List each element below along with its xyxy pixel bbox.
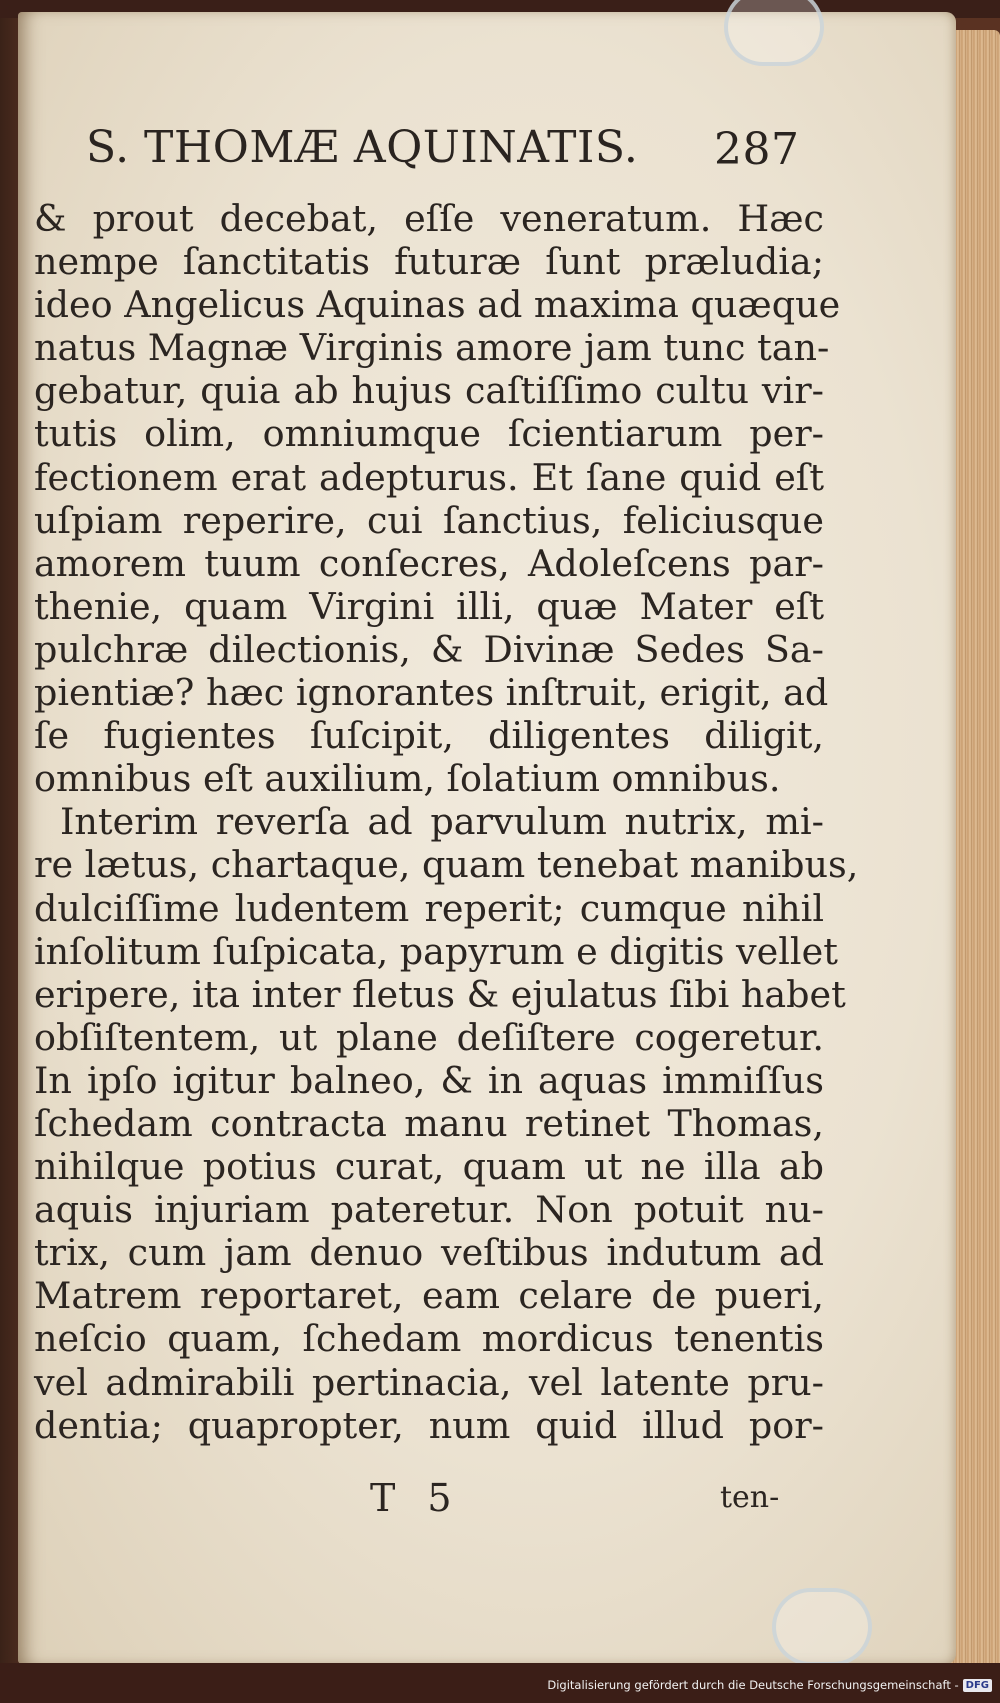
text-line: fectionem erat adepturus. Et ſane quid eſt [34, 455, 824, 499]
text-line: pientiæ? hæc ignorantes inſtruit, erigit, ad [34, 671, 829, 715]
catchword: ten- [720, 1480, 780, 1515]
text-line: natus Magnæ Virginis amore jam tunc tan- [34, 326, 830, 370]
digitization-credit [547, 1673, 992, 1697]
text-line: omnibus eſt auxilium, ſolatium omnibus. [34, 757, 781, 801]
text-line: neſcio quam, ſchedam mordicus tenentis [34, 1317, 824, 1361]
text-line: gebatur, quia ab hujus caſtiſſimo cultu vir- [34, 369, 824, 413]
page-number: 287 [714, 124, 800, 175]
text-line: aquis injuriam pateretur. Non potuit nu- [34, 1188, 824, 1232]
text-line: trix, cum jam denuo veſtibus indutum ad [34, 1231, 824, 1275]
running-title: S. THOMÆ AQUINATIS. [86, 122, 639, 173]
credit-text: Digitalisierung gefördert durch die Deutsche Forschungsgemeinschaft - [547, 1678, 959, 1692]
dfg-logo: DFG [963, 1679, 992, 1692]
text-line: Matrem reportaret, eam celare de pueri, [34, 1274, 824, 1318]
text-line: nihilque potius curat, quam ut ne illa ab [34, 1145, 824, 1189]
signature-mark: T 5 [370, 1476, 462, 1520]
text-line: amorem tuum conſecres, Adoleſcens par- [34, 541, 824, 585]
text-line: ſchedam contracta manu retinet Thomas, [34, 1101, 824, 1145]
page-clip-bottom [772, 1588, 872, 1666]
text-line: obſiſtentem, ut plane deſiſtere cogeretur. [34, 1015, 824, 1059]
text-line: & prout decebat, eſſe veneratum. Hæc [34, 197, 824, 240]
text-line: Interim reverſa ad parvulum nutrix, mi- [60, 800, 824, 844]
text-line: dentia; quapropter, num quid illud por- [34, 1403, 824, 1447]
text-line: vel admirabili pertinacia, vel latente pru- [34, 1360, 824, 1404]
text-line: eripere, ita inter fletus & ejulatus ſibi habet [34, 972, 846, 1016]
page-clip-top [724, 0, 824, 66]
text-line: In ipſo igitur balneo, & in aquas immiſſus [34, 1058, 824, 1102]
text-line: tutis olim, omniumque ſcientiarum per- [34, 412, 824, 456]
text-line: dulciſſime ludentem reperit; cumque nihil [34, 886, 824, 930]
text-line: uſpiam reperire, cui ſanctius, feliciusque [34, 498, 824, 542]
text-line: ſe fugientes ſuſcipit, diligentes diligit, [34, 714, 824, 758]
text-line: nempe ſanctitatis futuræ ſunt præludia; [34, 240, 824, 284]
page-header [86, 122, 800, 182]
text-line: re lætus, chartaque, quam tenebat manibus, [34, 843, 859, 887]
body-text [34, 197, 859, 1447]
text-line: pulchræ dilectionis, & Divinæ Sedes Sa- [34, 627, 824, 671]
page-footer [370, 1476, 800, 1526]
text-line: thenie, quam Virgini illi, quæ Mater eſt [34, 584, 824, 628]
text-line: ideo Angelicus Aquinas ad maxima quæque [34, 283, 841, 327]
text-line: inſolitum ſuſpicata, papyrum e digitis vellet [34, 929, 838, 973]
